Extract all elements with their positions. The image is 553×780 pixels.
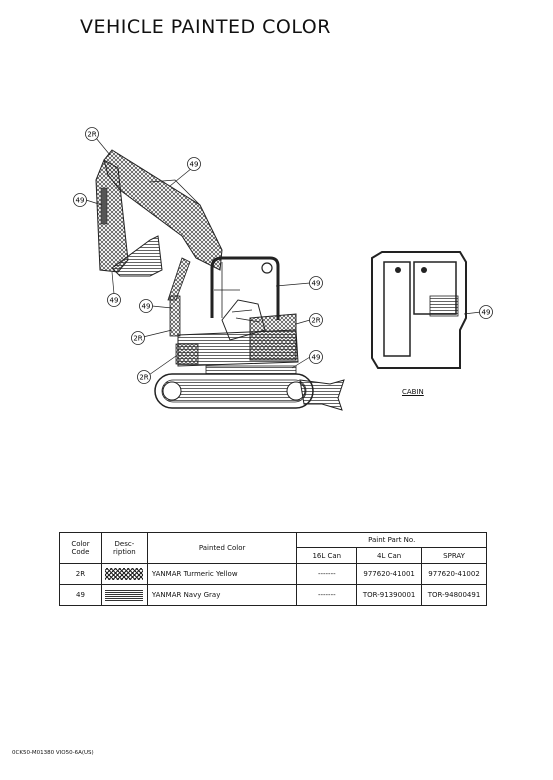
table-row: [60, 564, 487, 585]
header-4l-can: 4L Can: [357, 548, 422, 564]
upper-structure: [176, 330, 298, 366]
svg-text:49: 49: [481, 308, 491, 317]
svg-text:49: 49: [189, 160, 199, 169]
page-title: VEHICLE PAINTED COLOR: [80, 16, 331, 38]
callout-2r-top: [86, 128, 99, 141]
callout-49-track: [310, 351, 323, 364]
part-16l: -------: [297, 564, 357, 585]
part-spray: TOR-94800491: [422, 585, 487, 606]
painted-color: YANMAR Turmeric Yellow: [147, 564, 296, 585]
callout-2r-swing: [132, 332, 145, 345]
color-code: 49: [60, 585, 102, 606]
header-color-code: Color Code: [60, 533, 102, 564]
callout-49-cabin: [480, 306, 493, 319]
header-spray: SPRAY: [422, 548, 487, 564]
svg-text:2R: 2R: [311, 316, 321, 325]
color-code: 2R: [60, 564, 102, 585]
svg-text:49: 49: [109, 296, 119, 305]
painted-color: YANMAR Navy Gray: [147, 585, 296, 606]
boom-cylinder: [168, 258, 190, 336]
callout-49-boom: [188, 158, 201, 171]
lines-swatch-icon: [105, 589, 143, 601]
svg-text:2R: 2R: [139, 373, 149, 382]
header-painted-color: Painted Color: [147, 533, 296, 564]
svg-text:49: 49: [311, 279, 321, 288]
callout-2r-base: [138, 371, 151, 384]
table-row: [60, 585, 487, 606]
dozer-blade: [300, 380, 344, 410]
part-16l: -------: [297, 585, 357, 606]
callout-49-arm: [74, 194, 87, 207]
svg-text:2R: 2R: [133, 334, 143, 343]
callout-49-cab: [310, 277, 323, 290]
svg-text:49: 49: [311, 353, 321, 362]
paint-color-table: [59, 532, 487, 606]
header-paint-part-no: Paint Part No.: [297, 533, 487, 548]
header-description: Desc- ription: [101, 533, 147, 564]
part-spray: 977620-41002: [422, 564, 487, 585]
svg-text:49: 49: [75, 196, 85, 205]
crawler-track: [155, 366, 313, 408]
swatch-gray: [101, 585, 147, 606]
callout-49-bucket: [108, 294, 121, 307]
svg-text:2R: 2R: [87, 130, 97, 139]
cabin-label: CABIN: [402, 388, 424, 396]
part-4l: TOR-91390001: [357, 585, 422, 606]
callout-2r-hood: [310, 314, 323, 327]
part-4l: 977620-41001: [357, 564, 422, 585]
document-footer: 0CK50-M01380 VIO50-6A(US): [12, 750, 94, 756]
cabin-view: [372, 252, 466, 368]
swatch-yellow: [101, 564, 147, 585]
header-16l-can: 16L Can: [297, 548, 357, 564]
hatch-swatch-icon: [105, 568, 143, 580]
callout-49-cylinder: [140, 300, 153, 313]
svg-text:49: 49: [141, 302, 151, 311]
